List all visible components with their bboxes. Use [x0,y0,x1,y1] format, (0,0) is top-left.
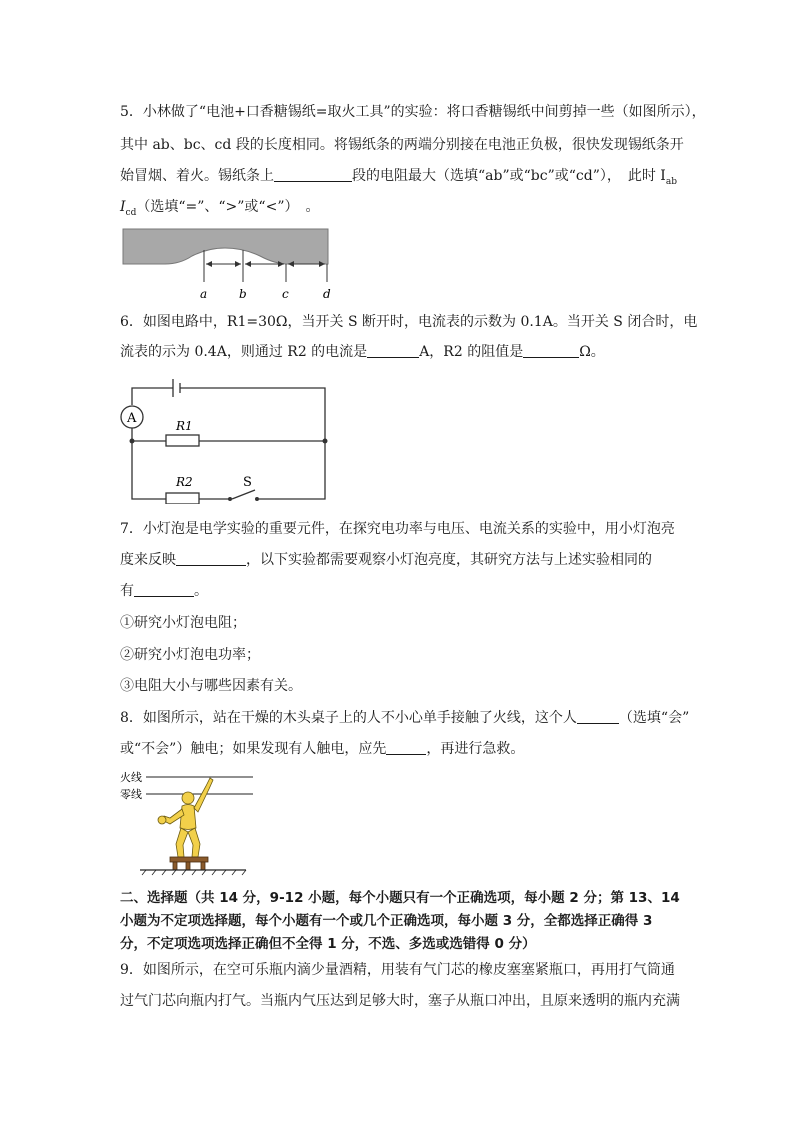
q7-line2 [120,550,652,570]
q5-line1: 5．小林做了“电池+口香糖锡纸=取火工具”的实验：将口香糖锡纸中间剪掉一些（如图所示）， [120,104,706,120]
q9-line1: 9．如图所示，在空可乐瓶内滴少量酒精，用装有气门芯的橡皮塞塞紧瓶口，再用打气筒通 [120,962,675,978]
label-c: c [282,287,289,301]
q8-line1 [120,708,689,728]
live-wire-figure [118,766,258,876]
q5-line4-end: （选填“=”、“>”或“<”） 。 [136,199,320,215]
q6-line2-mid: A，R2 的阻值是 [419,344,524,360]
q7-line2-end: ，以下实验都需要观察小灯泡亮度，其研究方法与上述实验相同的 [246,552,652,568]
q8-line1-end: （选填“会” [618,710,690,726]
q5-line3-start: 始冒烟、着火。锡纸条上 [120,168,274,184]
neutral-wire-label: 零线 [120,788,142,801]
ammeter-label: A [127,411,137,426]
q7-line1: 7．小灯泡是电学实验的重要元件，在探究电功率与电压、电流关系的实验中，用小灯泡亮 [120,521,675,537]
q9-line2: 过气门芯向瓶内打气。当瓶内气压达到足够大时，塞子从瓶口冲出，且原来透明的瓶内充满 [120,993,680,1009]
q6-line2-start: 流表的示为 0.4A，则通过 R2 的电流是 [120,344,368,360]
q8-line2-start: 或“不会”）触电；如果发现有人触电，应先 [120,741,387,757]
q7-blank-experiments[interactable] [134,582,194,597]
section2-line3: 分，不定项选项选择正确但不全得 1 分，不选、多选或选错得 0 分） [120,936,536,952]
q5-icd-symbol: I [120,199,126,215]
q7-option-1: ①研究小灯泡电阻； [120,615,246,631]
label-b: b [239,287,247,301]
live-wire-label: 火线 [120,771,142,784]
q5-iab-subscript: ab [665,176,677,187]
q5-line2: 其中 ab、bc、cd 段的长度相同。将锡纸条的两端分别接在电池正负极，很快发现锡纸条开 [120,137,684,153]
section2-line2: 小题为不定项选择题，每个小题有一个或几个正确选项，每小题 3 分，全都选择正确得 3 [120,913,653,929]
q8-blank-action[interactable] [386,740,426,755]
q5-line4 [120,197,319,223]
q7-line3-end: 。 [194,583,208,599]
r1-label: R1 [176,419,193,433]
r2-label: R2 [176,475,193,489]
q7-line3-start: 有 [120,583,134,599]
q7-line2-start: 度来反映 [120,552,176,568]
circuit-figure [118,374,333,504]
q7-option-3: ③电阻大小与哪些因素有关。 [120,678,302,694]
q5-line3 [120,166,677,192]
q7-option-2: ②研究小灯泡电功率； [120,647,260,663]
q8-blank-shock[interactable] [577,709,619,724]
q6-line2 [120,342,605,362]
q8-line2 [120,739,524,759]
switch-label: S [243,475,252,490]
q8-line1-start: 8．如图所示，站在干燥的木头桌子上的人不小心单手接触了火线，这个人 [120,710,577,726]
q6-line1: 6．如图电路中，R1=30Ω，当开关 S 断开时，电流表的示数为 0.1A。当开关 S 闭合时，电 [120,314,698,330]
tin-foil-figure [120,226,340,306]
q6-blank-resistance[interactable] [523,343,579,358]
q7-blank-reflect[interactable] [176,551,246,566]
q5-icd-subscript: cd [125,207,137,218]
q8-line2-end: ，再进行急救。 [426,741,525,757]
label-a: a [200,287,208,301]
q5-line3-end: 段的电阻最大（选填“ab”或“bc”或“cd”）， 此时 I [352,168,666,184]
section2-line1: 二、选择题（共 14 分，9-12 小题，每个小题只有一个正确选项，每小题 2 分；第 13、14 [120,890,680,906]
q5-blank-segment[interactable] [274,167,352,182]
q6-blank-current[interactable] [367,343,419,358]
q6-line2-end: Ω。 [579,344,605,360]
label-d: d [323,287,331,301]
q7-line3 [120,581,208,601]
